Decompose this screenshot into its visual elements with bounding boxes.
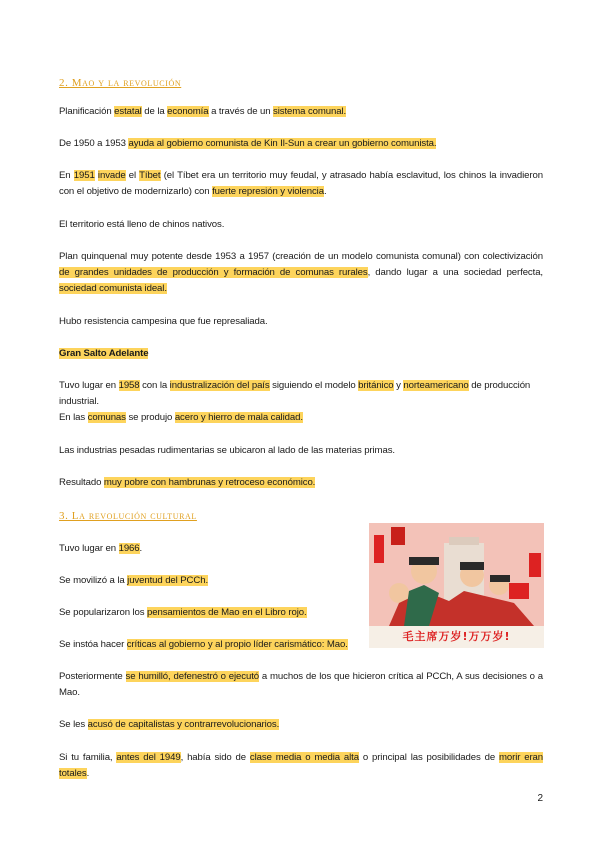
section-heading-revolucion-cultural: 3. La revolución cultural [59, 510, 197, 522]
poster-caption: 毛主席万岁!万万岁! [369, 626, 544, 648]
text: (el Tíbet era un territorio muy feudal, y atrasado había esclavitud, los chinos la invadieron con el objetivo de modernizarlo) con [59, 170, 543, 197]
paragraph-1950-1953 [59, 136, 543, 152]
highlight: comunas [87, 412, 126, 423]
paragraph-1966 [59, 541, 359, 557]
section-heading-mao: 2. Mao y la revolución [59, 77, 182, 89]
paragraph-industrias: Las industrias pesadas rudimentarias se ubicaron al lado de las materias primas. [59, 445, 395, 456]
highlight: antes del 1949 [116, 752, 181, 763]
highlight: críticas al gobierno y al propio líder carismático: Mao. [126, 639, 348, 650]
highlight: sistema comunal. [273, 106, 347, 117]
highlight: pensamientos de Mao en el Libro rojo. [147, 607, 307, 618]
text: . [323, 186, 327, 197]
text: Tuvo lugar en [59, 543, 119, 554]
highlight: británico [358, 380, 394, 391]
poster-illustration [369, 523, 544, 626]
text: siguiendo el modelo [269, 380, 359, 391]
highlight: fuerte represión y violencia [212, 186, 324, 197]
text: el [125, 170, 140, 181]
highlight: invade [97, 170, 126, 181]
highlight: norteamericano [403, 380, 469, 391]
text: . [86, 768, 90, 779]
highlight: estatal [114, 106, 142, 117]
text: Se instóa hacer [59, 639, 127, 650]
highlight: acusó de capitalistas y contrarrevolucionarios. [87, 719, 280, 730]
text: o principal las posibilidades de [358, 752, 499, 763]
paragraph-familia [59, 750, 543, 782]
paragraph-acuso [59, 717, 543, 733]
text: Plan quinquenal muy potente desde 1953 a 1957 (creación de un modelo comunista comunal) con colectivización [59, 251, 543, 262]
text: a través de un [208, 106, 274, 117]
paragraph-planificacion [59, 104, 543, 120]
text: Posteriormente [59, 671, 126, 682]
text: Tuvo lugar en [59, 380, 119, 391]
subheading-gran-salto [59, 346, 543, 362]
text: Resultado [59, 477, 104, 488]
highlight: juventud del PCCh. [127, 575, 209, 586]
text: de la [141, 106, 168, 117]
text: Se movilizó a la [59, 575, 128, 586]
highlight: Gran Salto Adelante [59, 348, 149, 359]
paragraph-1958 [59, 378, 543, 410]
paragraph-comunas [59, 410, 543, 426]
text: y [393, 380, 404, 391]
highlight: 1951 [73, 170, 95, 181]
highlight: de grandes unidades de producción y formación de comunas rurales [59, 267, 368, 278]
paragraph-resultado [59, 475, 543, 491]
highlight: economía [167, 106, 209, 117]
text: , dando lugar a una sociedad perfecta, [367, 267, 543, 278]
paragraph-tibet [59, 168, 543, 200]
text: Se les [59, 719, 88, 730]
highlight: Tíbet [139, 170, 161, 181]
text: Si tu familia, [59, 752, 117, 763]
text: Planificación [59, 106, 115, 117]
paragraph-humillo [59, 669, 543, 701]
text: Se popularizaron los [59, 607, 148, 618]
highlight: sociedad comunista ideal. [59, 283, 167, 294]
highlight: 1958 [118, 380, 140, 391]
paragraph-resistencia: Hubo resistencia campesina que fue represaliada. [59, 316, 268, 327]
paragraph-criticas [59, 637, 359, 653]
highlight: industralización del país [169, 380, 270, 391]
highlight: ayuda al gobierno comunista de Kin Il-Sun a crear un gobierno comunista. [128, 138, 437, 149]
text: En [59, 170, 74, 181]
highlight: 1966 [118, 543, 140, 554]
paragraph-plan-quinquenal [59, 249, 543, 297]
paragraph-libro-rojo [59, 605, 359, 621]
highlight: acero y hierro de mala calidad. [174, 412, 303, 423]
text: De 1950 a 1953 [59, 138, 129, 149]
text: . [139, 543, 143, 554]
text: con la [139, 380, 170, 391]
highlight: muy pobre con hambrunas y retroceso económico. [103, 477, 316, 488]
propaganda-poster-image [369, 523, 544, 648]
paragraph-territorio: El territorio está lleno de chinos nativos. [59, 219, 225, 230]
text: En las [59, 412, 88, 423]
text: de producción industrial. [59, 380, 531, 407]
highlight: morir eran totales [59, 752, 544, 779]
highlight: se humilló, defenestró o ejecutó [125, 671, 260, 682]
page-number: 2 [537, 793, 543, 804]
paragraph-juventud [59, 573, 359, 589]
text: a muchos de los que hicieron crítica al PCCh, A sus decisiones o a Mao. [59, 671, 544, 698]
text: , había sido de [180, 752, 250, 763]
text: se produjo [125, 412, 175, 423]
highlight: clase media o media alta [249, 752, 359, 763]
